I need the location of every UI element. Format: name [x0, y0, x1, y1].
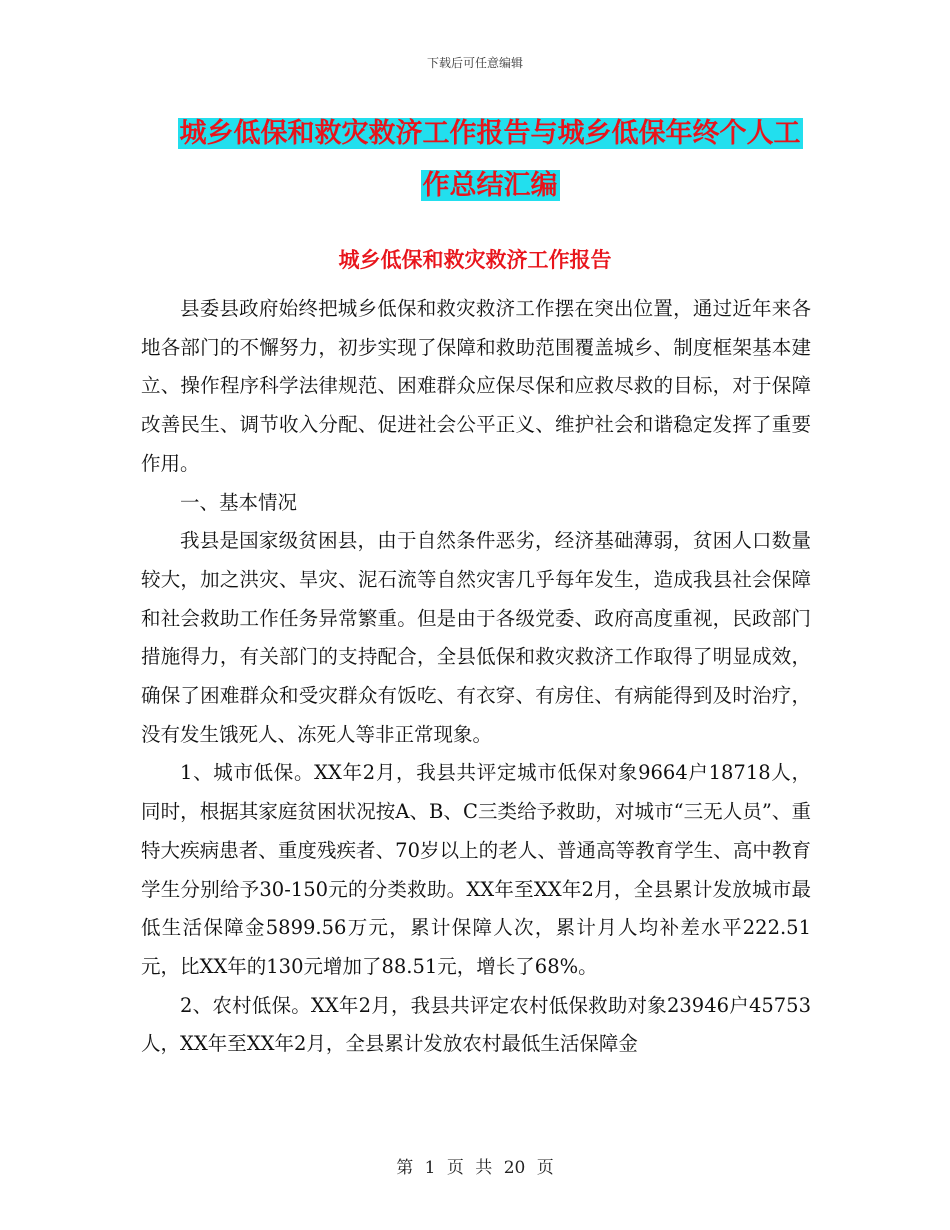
document-title-line-2: 作总结汇编: [422, 170, 558, 201]
paragraph-basic-situation: 我县是国家级贫困县，由于自然条件恶劣，经济基础薄弱，贫困人口数量较大，加之洪灾、旱灾、泥石流等自然灾害几乎每年发生，造成我县社会保障和社会救助工作任务异常繁重。但是由于各级党委、政府高度重视，民政部门措施得力，有关部门的支持配合，全县低保和救灾救济工作取得了明显成效，确保了困难群众和受灾群众有饭吃、有衣穿、有房住、有病能得到及时治疗，没有发生饿死人、冻死人等非正常现象。: [141, 529, 811, 746]
header-note: 下载后可任意编辑: [426, 56, 523, 70]
paragraph-rural-dibao: 2、农村低保。XX年2月，我县共评定农村低保救助对象23946户45753人，XX年至XX年2月，全县累计发放农村最低生活保障金: [141, 993, 811, 1056]
paragraph-urban-dibao: 1、城市低保。XX年2月，我县共评定城市低保对象9664户18718人，同时，根据其家庭贫困状况按A、B、C三类给予救助，对城市“三无人员”、重特大疾病患者、重度残疾者、70岁以上的老人、普通高等教育学生、高中教育学生分别给予30-150元的分类救助。XX年至XX年2月，全县累计发放城市最低生活保障金5899.56万元，累计保障人次，累计月人均补差水平222.51元，比XX年的130元增加了88.51元，增长了68%。: [141, 761, 811, 978]
paragraph-intro: 县委县政府始终把城乡低保和救灾救济工作摆在突出位置，通过近年来各地各部门的不懈努力，初步实现了保障和救助范围覆盖城乡、制度框架基本建立、操作程序科学法律规范、困难群众应保尽保和应救尽救的目标，对于保障改善民生、调节收入分配、促进社会公平正义、维护社会和谐稳定发挥了重要作用。: [141, 297, 811, 475]
document-title-line-1: 城乡低保和救灾救济工作报告与城乡低保年终个人工: [179, 118, 801, 149]
heading-basic-situation: 一、基本情况: [180, 490, 298, 514]
section-title: 城乡低保和救灾救济工作报告: [338, 247, 612, 272]
page-number: 第 1 页 共 20 页: [396, 1158, 554, 1178]
document-body: [141, 290, 811, 1064]
document-title: [140, 108, 840, 212]
